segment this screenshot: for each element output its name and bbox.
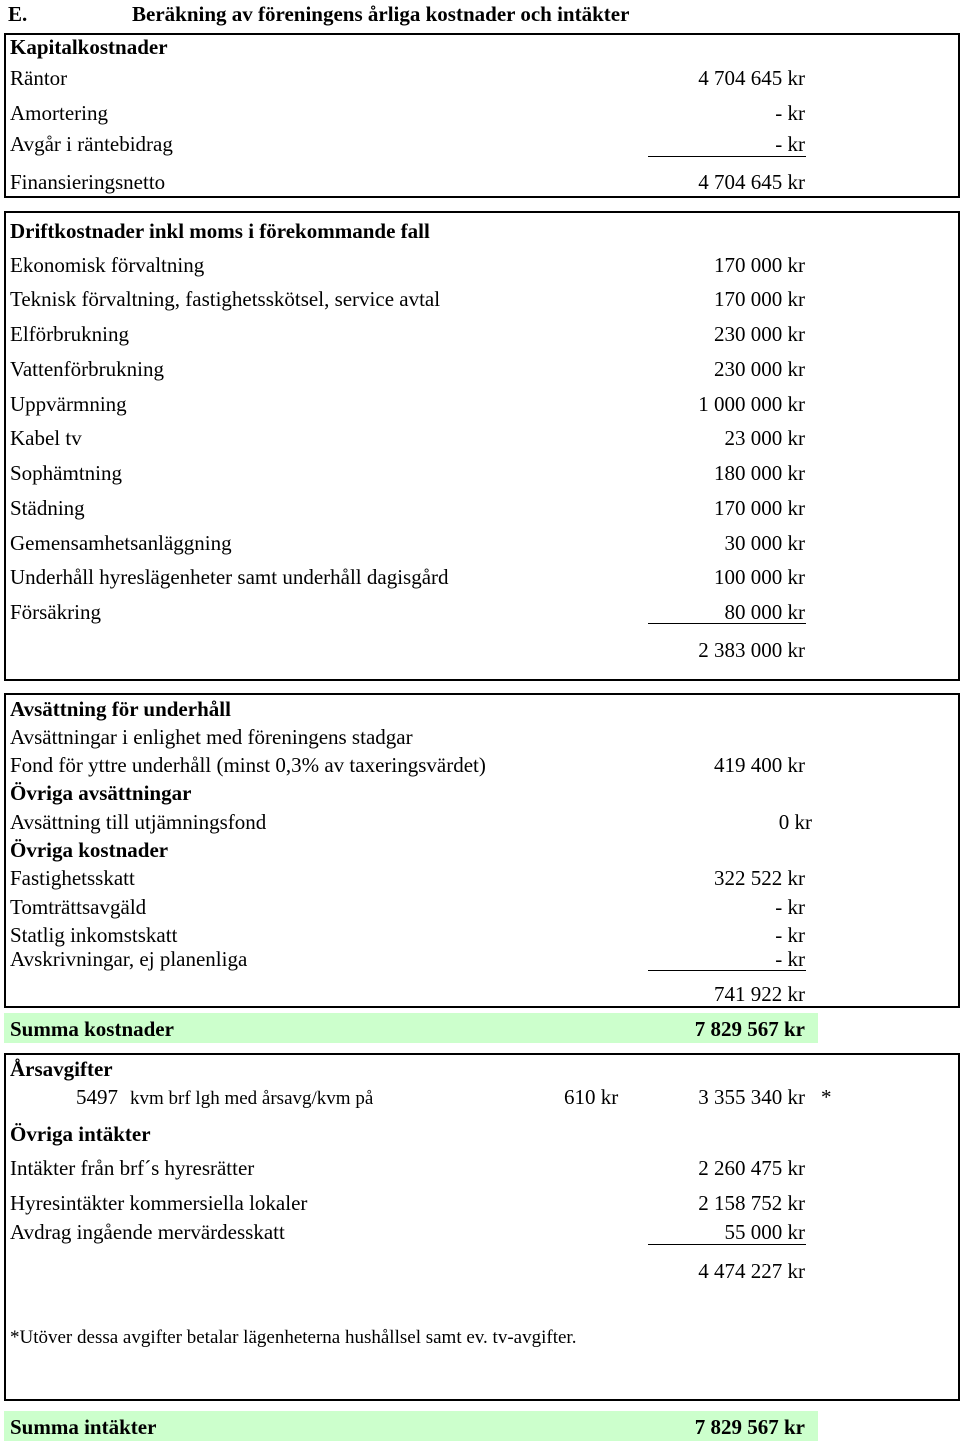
section-letter: E. <box>8 2 28 26</box>
fastighetsskatt-label: Fastighetsskatt <box>10 866 135 890</box>
intakt-row-label: Avdrag ingående mervärdesskatt <box>10 1220 285 1244</box>
sum-rule <box>648 1244 806 1245</box>
avgift-per-kvm: 610 kr <box>564 1085 619 1109</box>
utjamningsfond-value: 0 kr <box>778 810 812 834</box>
summa-intakter-label: Summa intäkter <box>10 1415 157 1439</box>
intakt-row-value: 55 000 kr <box>724 1220 805 1244</box>
kapital-row-value: - kr <box>775 101 805 125</box>
kvm-description: kvm brf lgh med årsavg/kvm på <box>130 1088 374 1109</box>
drift-row-value: 180 000 kr <box>714 461 805 485</box>
drift-row-value: 100 000 kr <box>714 565 805 589</box>
ovriga-intakter-heading: Övriga intäkter <box>10 1122 151 1146</box>
drift-row-value: 1 000 000 kr <box>698 392 805 416</box>
drift-row-label: Vattenförbrukning <box>10 357 164 381</box>
avsattning-subheading: Avsättningar i enlighet med föreningens stadgar <box>10 725 413 749</box>
drift-row-label: Städning <box>10 496 85 520</box>
drift-row-value: 80 000 kr <box>724 600 805 624</box>
kapital-heading: Kapitalkostnader <box>10 35 168 59</box>
statlig-label: Statlig inkomstskatt <box>10 923 178 947</box>
kapital-total-label: Finansieringsnetto <box>10 170 166 194</box>
ovriga-avsattningar-heading: Övriga avsättningar <box>10 781 192 805</box>
drift-row-label: Sophämtning <box>10 461 123 485</box>
drift-row-value: 230 000 kr <box>714 357 805 381</box>
sum-rule <box>648 156 806 157</box>
kapital-row-label: Avgår i räntebidrag <box>10 132 173 156</box>
ovriga-kostnader-heading: Övriga kostnader <box>10 838 169 862</box>
drift-row-value: 170 000 kr <box>714 287 805 311</box>
drift-box <box>4 211 960 681</box>
sum-rule <box>648 970 806 971</box>
intakt-row-label: Hyresintäkter kommersiella lokaler <box>10 1191 308 1215</box>
drift-row-value: 170 000 kr <box>714 496 805 520</box>
drift-row-value: 23 000 kr <box>724 426 805 450</box>
drift-row-label: Elförbrukning <box>10 322 129 346</box>
kapital-row-label: Amortering <box>10 101 108 125</box>
kapital-row-value: 4 704 645 kr <box>698 66 805 90</box>
drift-row-label: Ekonomisk förvaltning <box>10 253 205 277</box>
kapital-row-value: - kr <box>775 132 805 156</box>
arsavgift-value: 3 355 340 kr <box>698 1085 805 1109</box>
drift-row-label: Försäkring <box>10 600 101 624</box>
drift-row-label: Kabel tv <box>10 426 82 450</box>
fond-label: Fond för yttre underhåll (minst 0,3% av taxeringsvärdet) <box>10 753 486 777</box>
avsattning-total-value: 741 922 kr <box>714 982 805 1006</box>
avskrivningar-value: - kr <box>775 947 805 971</box>
drift-row-label: Teknisk förvaltning, fastighetsskötsel, service avtal <box>10 287 441 311</box>
kapital-total-value: 4 704 645 kr <box>698 170 805 194</box>
drift-row-label: Uppvärmning <box>10 392 127 416</box>
page-title: Beräkning av föreningens årliga kostnader och intäkter <box>132 2 630 26</box>
intakt-row-value: 2 158 752 kr <box>698 1191 805 1215</box>
drift-row-label: Underhåll hyreslägenheter samt underhåll dagisgård <box>10 565 449 589</box>
intakt-row-label: Intäkter från brf´s hyresrätter <box>10 1156 255 1180</box>
fond-value: 419 400 kr <box>714 753 805 777</box>
summa-kostnader-label: Summa kostnader <box>10 1017 174 1041</box>
kapital-row-label: Räntor <box>10 66 68 90</box>
fastighetsskatt-value: 322 522 kr <box>714 866 805 890</box>
avskrivningar-label: Avskrivningar, ej planenliga <box>10 947 248 971</box>
drift-row-value: 30 000 kr <box>724 531 805 555</box>
intakter-total-value: 4 474 227 kr <box>698 1259 805 1283</box>
arsavgifter-heading: Årsavgifter <box>10 1057 113 1081</box>
sum-rule <box>648 623 806 624</box>
footnote: *Utöver dessa avgifter betalar lägenheterna hushållsel samt ev. tv-avgifter. <box>10 1327 577 1348</box>
tomtratt-label: Tomträttsavgäld <box>10 895 147 919</box>
avsattning-heading: Avsättning för underhåll <box>10 697 231 721</box>
summa-kostnader-value: 7 829 567 kr <box>694 1017 805 1041</box>
tomtratt-value: - kr <box>775 895 805 919</box>
kvm-value: 5497 <box>76 1085 118 1109</box>
footnote-marker: * <box>821 1085 832 1109</box>
drift-row-value: 170 000 kr <box>714 253 805 277</box>
drift-heading: Driftkostnader inkl moms i förekommande fall <box>10 219 430 243</box>
summa-intakter-value: 7 829 567 kr <box>694 1415 805 1439</box>
drift-row-label: Gemensamhetsanläggning <box>10 531 232 555</box>
intakt-row-value: 2 260 475 kr <box>698 1156 805 1180</box>
utjamningsfond-label: Avsättning till utjämningsfond <box>10 810 267 834</box>
statlig-value: - kr <box>775 923 805 947</box>
drift-row-value: 230 000 kr <box>714 322 805 346</box>
drift-total-value: 2 383 000 kr <box>698 638 805 662</box>
